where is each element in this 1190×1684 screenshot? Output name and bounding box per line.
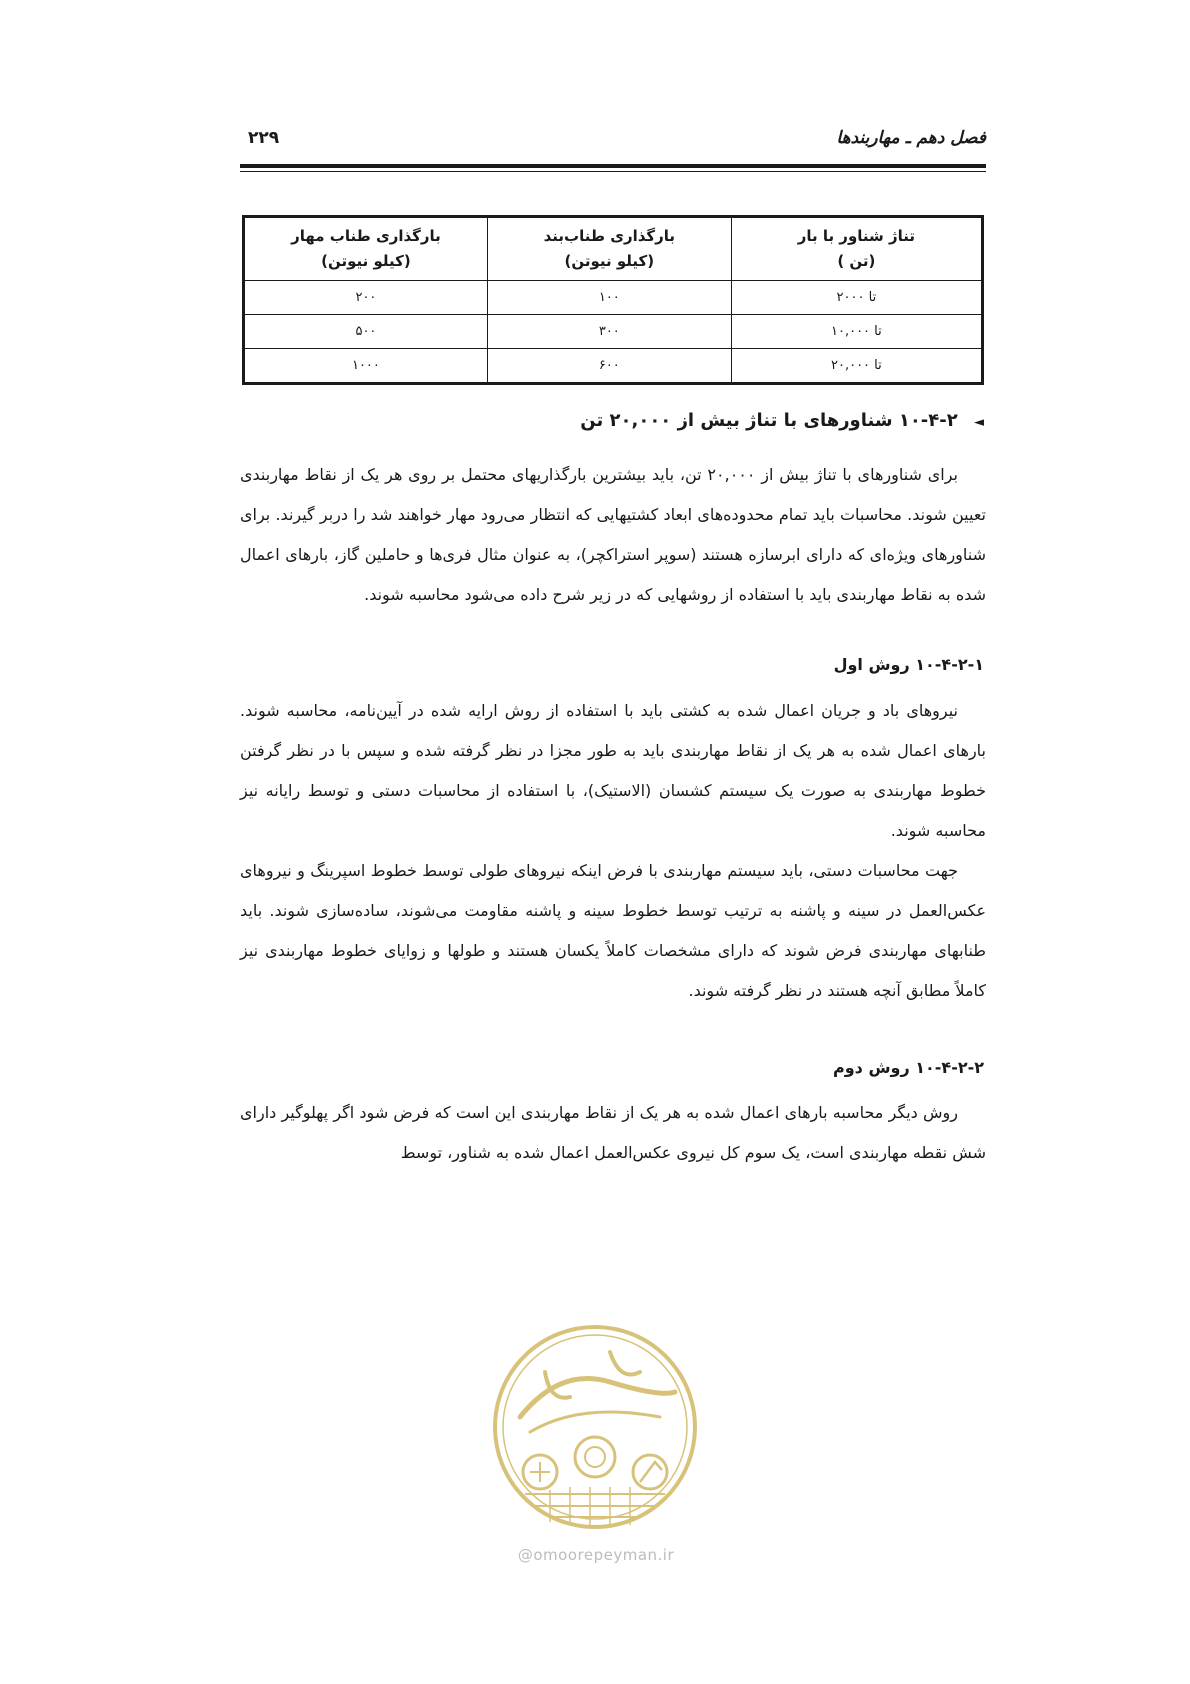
subsection-1-body bbox=[240, 691, 986, 1011]
table-cell: تا ۱۰,۰۰۰ bbox=[731, 315, 982, 349]
paragraph: جهت محاسبات دستی، باید سیستم مهاربندی با فرض اینکه نیروهای طولی توسط خطوط اسپرینگ و نیروهای عکس‌العمل در سینه و پاشنه به ترتیب توسط خطوط سینه و پاشنه مقاومت می‌شوند، ساده‌سازی شوند. باید طنابهای مهاربندی فرض شوند که دارای مشخصات کاملاً یکسان هستند و طولها و زوایای خطوط مهاربندی نیز کاملاً مطابق آنچه هستند در نظر گرفته شوند. bbox=[240, 861, 986, 1000]
watermark-seal-logo bbox=[490, 1322, 700, 1532]
table-cell: ۶۰۰ bbox=[487, 349, 731, 384]
watermark-url: @omoorepeyman.ir bbox=[517, 1546, 675, 1564]
section-heading-text: ۱۰-۴-۲ شناورهای با تناژ بیش از ۲۰,۰۰۰ تن bbox=[580, 410, 958, 431]
page-header bbox=[240, 128, 986, 158]
paragraph: نیروهای باد و جریان اعمال شده به کشتی باید با استفاده از روش ارایه شده در آیین‌نامه، محاسبه شوند. بارهای اعمال شده به هر یک از نقاط مهاربندی باید به طور مجزا در نظر گرفته شده و سپس با در نظر گرفتن خطوط مهاربندی به صورت یک سیستم کشسان (الاستیک)، با استفاده از محاسبات دستی و توسط رایانه نیز محاسبه شوند. bbox=[240, 701, 986, 840]
table-row bbox=[244, 349, 983, 384]
table-cell: ۱۰۰۰ bbox=[244, 349, 488, 384]
subsection-2-body bbox=[240, 1093, 986, 1173]
subsection-heading-method-2: ۱۰-۴-۲-۲ روش دوم bbox=[832, 1058, 984, 1077]
header-rule-thick bbox=[240, 164, 986, 168]
column-header-line: بارگذاری طناب مهار bbox=[291, 227, 441, 245]
column-header-unit: (تن ) bbox=[837, 252, 876, 270]
triangle-marker-icon: ◄ bbox=[974, 415, 984, 430]
chapter-title: فصل دهم ـ مهاربندها bbox=[836, 128, 986, 148]
column-header-tonnage bbox=[731, 217, 982, 281]
table-row bbox=[244, 281, 983, 315]
paragraph: برای شناورهای با تناژ بیش از ۲۰,۰۰۰ تن، باید بیشترین بارگذاریهای محتمل بر روی هر یک از نقاط مهاربندی تعیین شوند. محاسبات باید تمام محدوده‌های ابعاد کشتیهایی که انتظار می‌رود مهار خواهند شد را دربر گیرند. برای شناورهای ویژه‌ای که دارای ابرسازه هستند (سوپر استراکچر)، به عنوان مثال فری‌ها و حاملین گاز، بارهای اعمال شده به نقاط مهاربندی باید با استفاده از روشهایی که در زیر شرح داده می‌شود محاسبه شوند. bbox=[240, 465, 986, 604]
column-header-unit: (کیلو نیوتن) bbox=[321, 252, 411, 270]
column-header-unit: (کیلو نیوتن) bbox=[564, 252, 655, 270]
column-header-mooring-line-load bbox=[244, 217, 488, 281]
page-number: ۲۲۹ bbox=[248, 128, 280, 148]
table-cell: ۵۰۰ bbox=[244, 315, 488, 349]
mooring-load-table bbox=[242, 215, 984, 385]
paragraph: روش دیگر محاسبه بارهای اعمال شده به هر یک از نقاط مهاربندی این است که فرض شود اگر پهلوگیر دارای شش نقطه مهاربندی است، یک سوم کل نیروی عکس‌العمل اعمال شده به شناور، توسط bbox=[240, 1103, 986, 1162]
header-rule-thin bbox=[240, 171, 986, 172]
table-cell: ۱۰۰ bbox=[487, 281, 731, 315]
table-cell: ۳۰۰ bbox=[487, 315, 731, 349]
table-row bbox=[244, 315, 983, 349]
table-cell: ۲۰۰ bbox=[244, 281, 488, 315]
table-cell: تا ۲۰,۰۰۰ bbox=[731, 349, 982, 384]
column-header-breast-line-load bbox=[487, 217, 731, 281]
column-header-line: تناژ شناور با بار bbox=[797, 227, 916, 245]
column-header-line: بارگذاری طناب‌بند bbox=[543, 227, 676, 245]
subsection-heading-method-1: ۱۰-۴-۲-۱ روش اول bbox=[833, 655, 984, 674]
section-body bbox=[240, 455, 986, 615]
section-heading bbox=[580, 410, 984, 431]
table-header-row bbox=[244, 217, 983, 281]
table-cell: تا ۲۰۰۰ bbox=[731, 281, 982, 315]
